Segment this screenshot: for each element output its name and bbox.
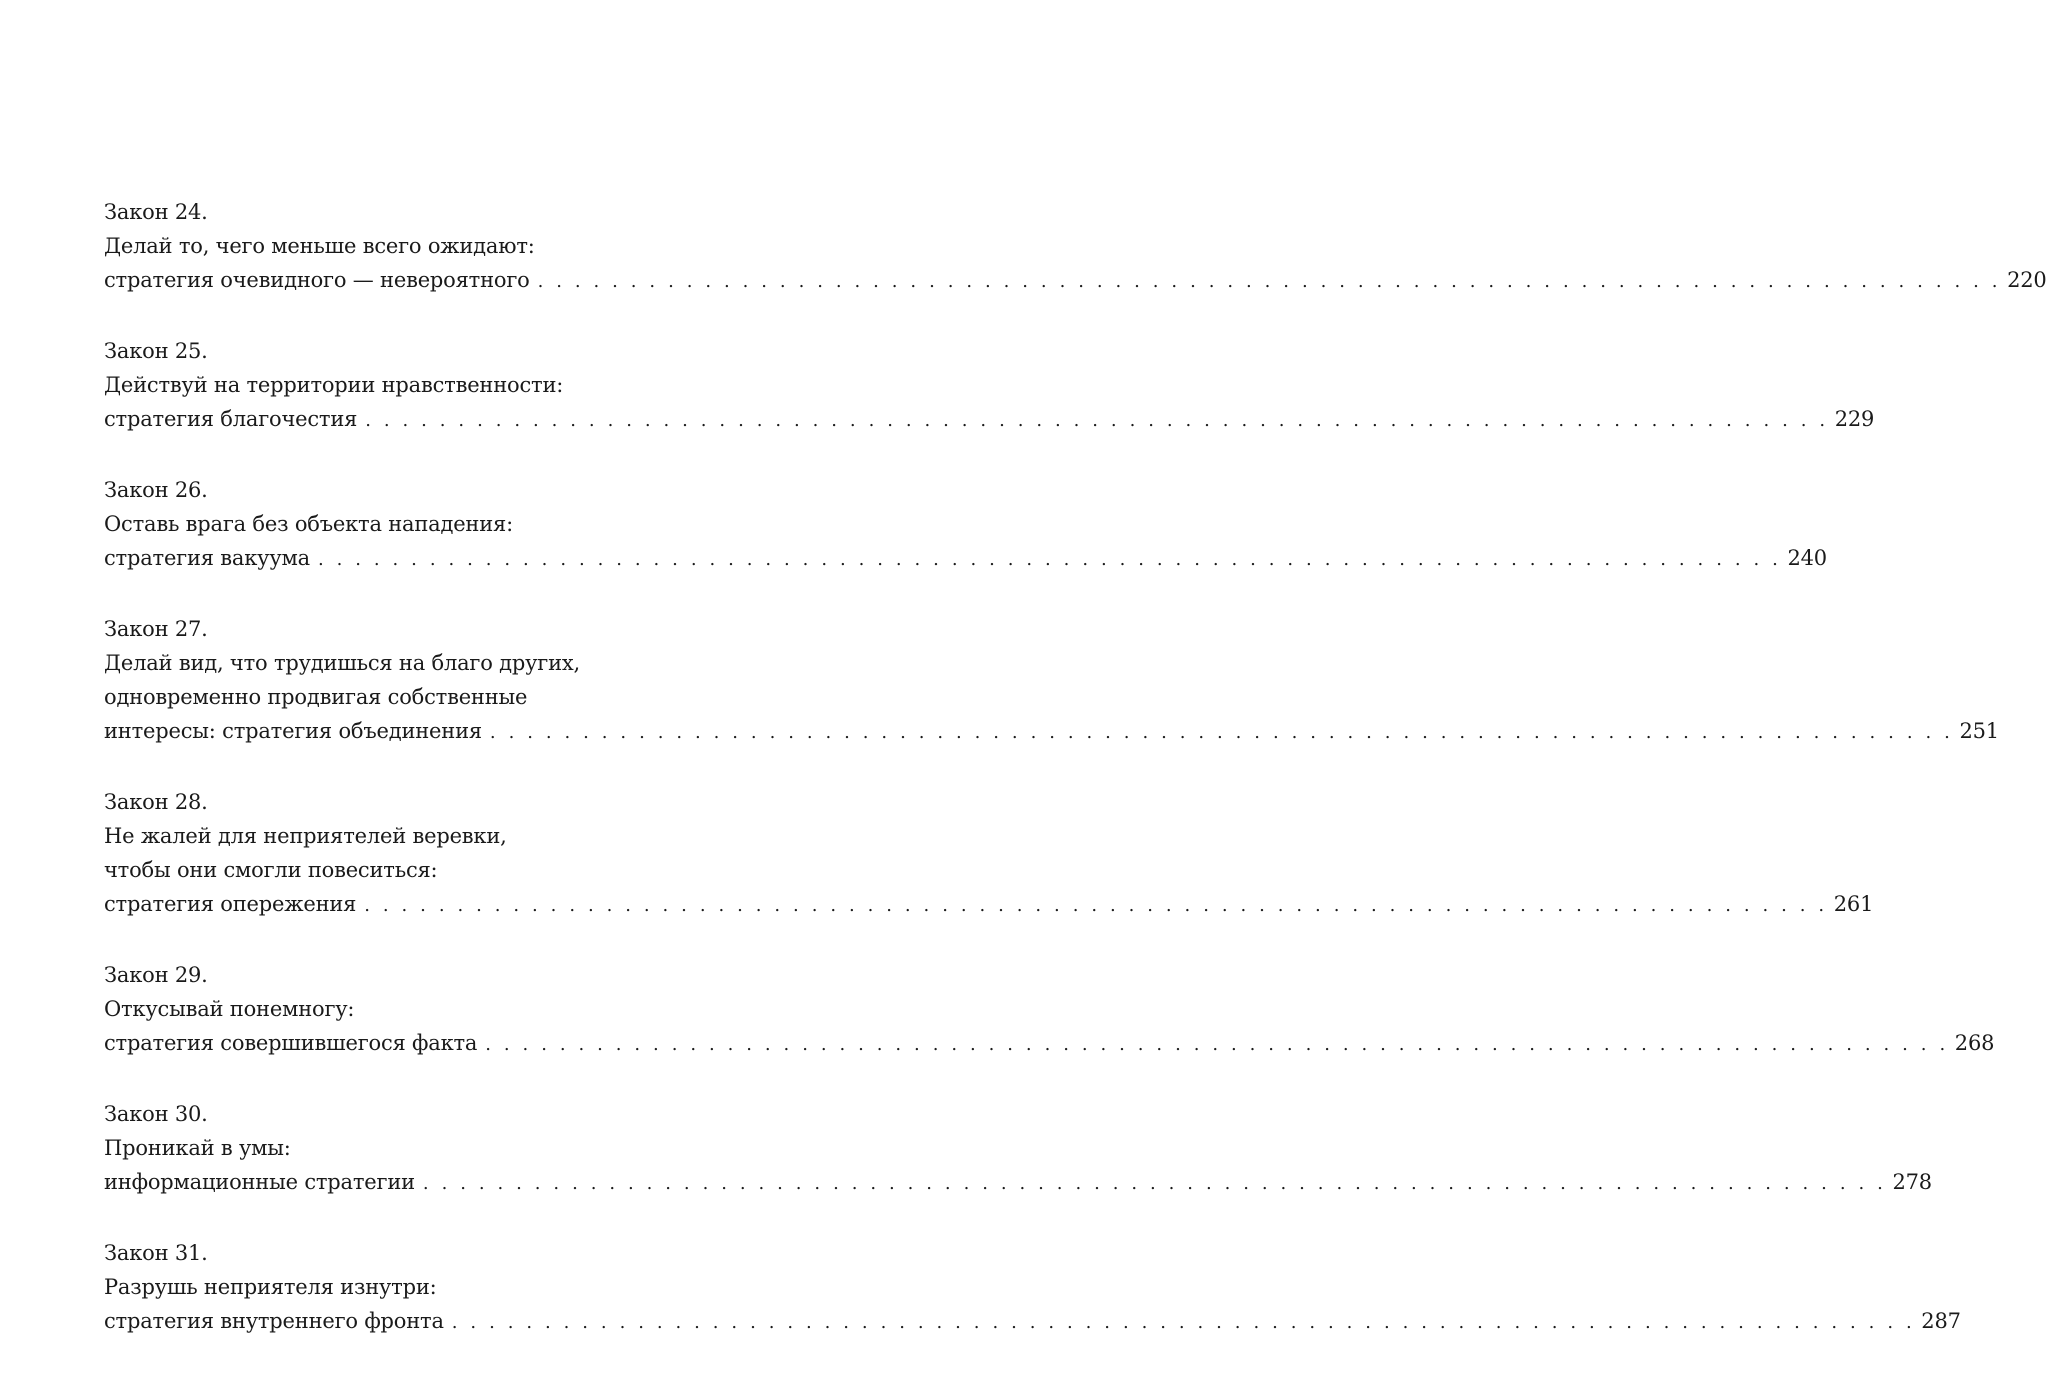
dot-leader: . . . . . . . . . . . . . . . . . . . . . . . . . . . . . . . . . . . . . . . . . . . . . . . . . . . . . . . . . . . . . . . . . . . . . . . . . . . . . . . bbox=[537, 271, 2002, 292]
dot-leader: . . . . . . . . . . . . . . . . . . . . . . . . . . . . . . . . . . . . . . . . . . . . . . . . . . . . . . . . . . . . . . . . . . . . . . . . . . . . . . . bbox=[489, 722, 1954, 743]
toc-line-with-page bbox=[104, 714, 1999, 748]
page-number: 278 bbox=[1892, 1170, 1932, 1194]
law-number: Закон 29. bbox=[104, 963, 208, 987]
dot-leader: . . . . . . . . . . . . . . . . . . . . . . . . . . . . . . . . . . . . . . . . . . . . . . . . . . . . . . . . . . . . . . . . . . . . . . . . . . . . . . . bbox=[365, 410, 1829, 431]
dot-leader: . . . . . . . . . . . . . . . . . . . . . . . . . . . . . . . . . . . . . . . . . . . . . . . . . . . . . . . . . . . . . . . . . . . . . . . . . . . . . . . bbox=[364, 895, 1828, 916]
law-number: Закон 31. bbox=[104, 1241, 208, 1265]
toc-entry-law-30[interactable] bbox=[104, 1097, 1932, 1199]
strategy-name: стратегия вакуума bbox=[104, 546, 310, 570]
law-title-line: Проникай в умы: bbox=[104, 1136, 291, 1160]
strategy-name: информационные стратегии bbox=[104, 1170, 415, 1194]
law-title-line: одновременно продвигая собственные bbox=[104, 685, 528, 709]
table-of-contents bbox=[104, 195, 2047, 1375]
strategy-name: стратегия благочестия bbox=[104, 407, 358, 431]
toc-line-with-page bbox=[104, 1026, 1995, 1060]
page-number: 229 bbox=[1834, 407, 1875, 431]
dot-leader: . . . . . . . . . . . . . . . . . . . . . . . . . . . . . . . . . . . . . . . . . . . . . . . . . . . . . . . . . . . . . . . . . . . . . . . . . . . . . . . bbox=[485, 1034, 1949, 1055]
page-number: 251 bbox=[1959, 719, 1999, 743]
toc-entry-law-31[interactable] bbox=[104, 1236, 1961, 1338]
dot-leader: . . . . . . . . . . . . . . . . . . . . . . . . . . . . . . . . . . . . . . . . . . . . . . . . . . . . . . . . . . . . . . . . . . . . . . . . . . . . . . . bbox=[422, 1173, 1887, 1194]
page-number: 220 bbox=[2007, 268, 2047, 292]
law-number: Закон 30. bbox=[104, 1102, 208, 1126]
strategy-name: стратегия внутреннего фронта bbox=[104, 1309, 444, 1333]
dot-leader: . . . . . . . . . . . . . . . . . . . . . . . . . . . . . . . . . . . . . . . . . . . . . . . . . . . . . . . . . . . . . . . . . . . . . . . . . . . . . . . bbox=[451, 1312, 1916, 1333]
law-title-line: Действуй на территории нравственности: bbox=[104, 373, 564, 397]
page-number: 261 bbox=[1833, 892, 1874, 916]
toc-entry-law-25[interactable] bbox=[104, 334, 1875, 436]
toc-line-with-page bbox=[104, 1165, 1932, 1199]
law-number: Закон 27. bbox=[104, 617, 208, 641]
toc-entry-law-26[interactable] bbox=[104, 473, 1827, 575]
law-title-line: Оставь врага без объекта нападения: bbox=[104, 512, 513, 536]
strategy-name: интересы: стратегия объединения bbox=[104, 719, 482, 743]
toc-entry-law-29[interactable] bbox=[104, 958, 1995, 1060]
toc-entry-law-27[interactable] bbox=[104, 612, 1999, 748]
law-title-line: Разрушь неприятеля изнутри: bbox=[104, 1275, 437, 1299]
page-number: 287 bbox=[1921, 1309, 1961, 1333]
strategy-name: стратегия опережения bbox=[104, 892, 357, 916]
toc-line-with-page bbox=[104, 263, 2047, 297]
strategy-name: стратегия очевидного — невероятного bbox=[104, 268, 530, 292]
law-title-line: Не жалей для неприятелей веревки, bbox=[104, 824, 507, 848]
law-title-line: Делай вид, что трудишься на благо других, bbox=[104, 651, 580, 675]
toc-entry-law-24[interactable] bbox=[104, 195, 2047, 297]
law-number: Закон 26. bbox=[104, 478, 208, 502]
toc-line-with-page bbox=[104, 541, 1827, 575]
law-number: Закон 25. bbox=[104, 339, 208, 363]
toc-line-with-page bbox=[104, 1304, 1961, 1338]
law-title-line: Делай то, чего меньше всего ожидают: bbox=[104, 234, 535, 258]
toc-line-with-page bbox=[104, 402, 1875, 436]
strategy-name: стратегия совершившегося факта bbox=[104, 1031, 478, 1055]
law-title-line: чтобы они смогли повеситься: bbox=[104, 858, 438, 882]
law-number: Закон 24. bbox=[104, 200, 208, 224]
dot-leader: . . . . . . . . . . . . . . . . . . . . . . . . . . . . . . . . . . . . . . . . . . . . . . . . . . . . . . . . . . . . . . . . . . . . . . . . . . . . . . . bbox=[317, 549, 1782, 570]
toc-entry-law-28[interactable] bbox=[104, 785, 1874, 921]
page-number: 268 bbox=[1954, 1031, 1995, 1055]
law-title-line: Откусывай понемногу: bbox=[104, 997, 355, 1021]
toc-line-with-page bbox=[104, 887, 1874, 921]
law-number: Закон 28. bbox=[104, 790, 208, 814]
page-number: 240 bbox=[1787, 546, 1827, 570]
